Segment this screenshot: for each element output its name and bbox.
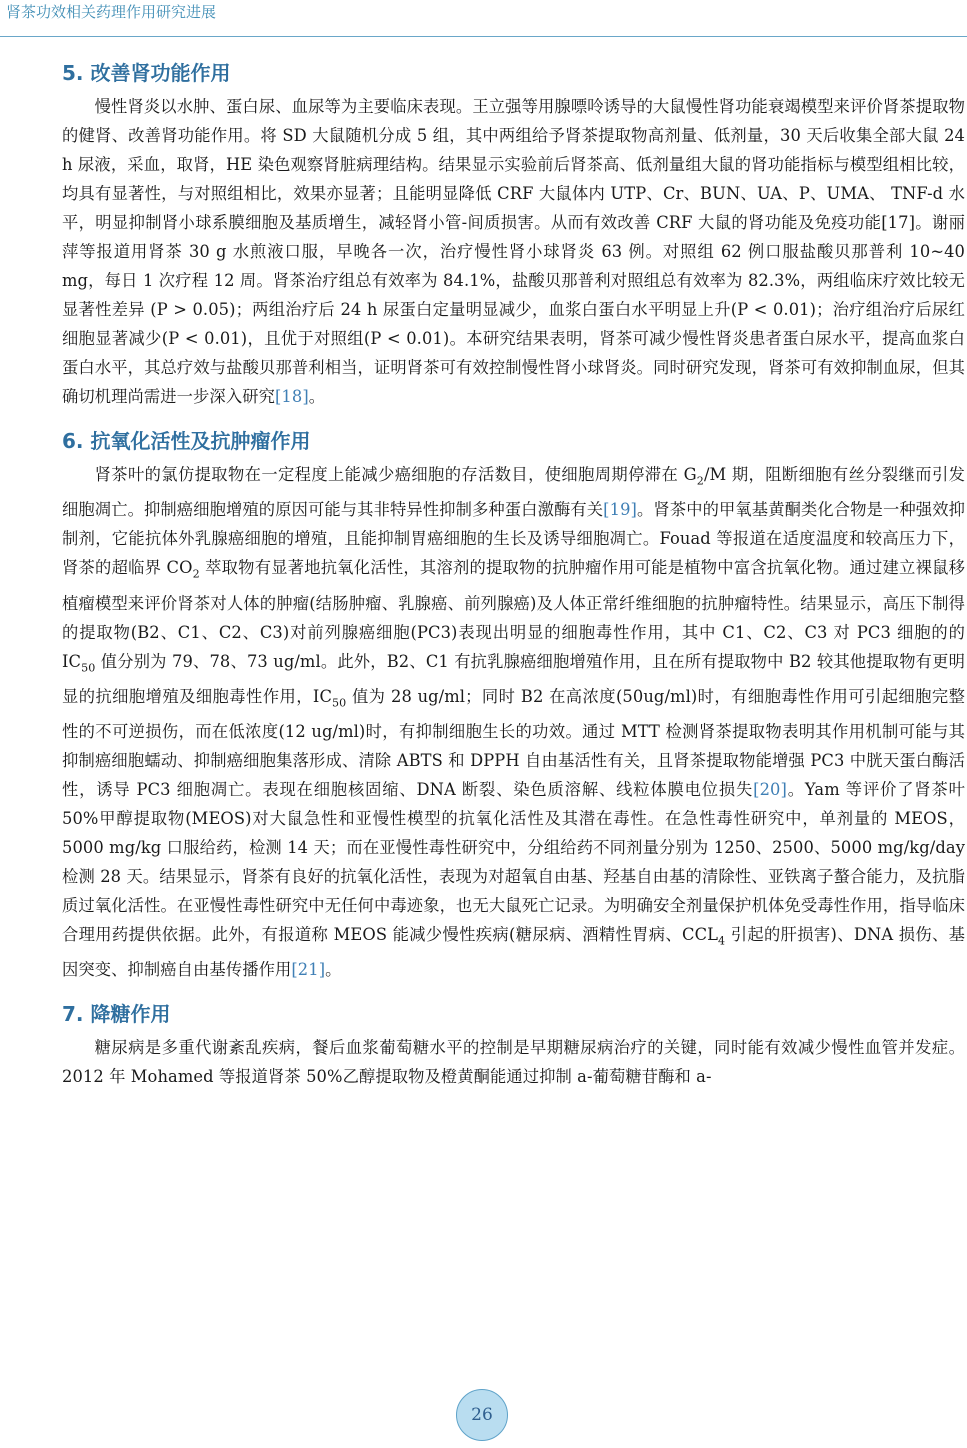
subscript: 4 xyxy=(718,934,726,948)
paragraph-text: 值为 28 ug/ml；同时 B2 在高浓度(50ug/ml)时，有细胞毒性作用可引起细胞完整性的不可逆损伤，而在低浓度(12 ug/ml)时，有抑制细胞生长的功效。通过 MTT 检测肾茶提取物表明其作用机制可能与其抑制癌细胞蠕动、抑制癌细胞集落形成、清除 ABTS 和 DPPH 自由基活性有关，且肾茶提取物能增强 PC3 中胱天蛋白酶活性，诱导 PC3 细胞凋亡。表现在细胞核固缩、DNA 断裂、染色质溶解、线粒体膜电位损失 xyxy=(62,686,965,799)
citation-link[interactable]: [20] xyxy=(753,780,787,799)
paragraph-text: 值分别为 79、78、73 ug/ml。此外，B2、C1 有抗乳腺癌细胞增殖作用，且在所有提取物中 B2 较其他提取物有更明显的抗细胞增殖及细胞毒性作用，IC xyxy=(62,651,965,706)
page-number-badge xyxy=(456,1389,508,1441)
paragraph-text: 糖尿病是多重代谢紊乱疾病，餐后血浆葡萄糖水平的控制是早期糖尿病治疗的关键，同时能有效减少慢性血管并发症。2012 年 Mohamed 等报道肾茶 50%乙醇提取物及橙黄酮能通过抑制 a-葡萄糖苷酶和 a- xyxy=(62,1038,965,1087)
subscript: 50 xyxy=(81,660,96,674)
subscript: 2 xyxy=(696,474,704,488)
section-heading: 5. 改善肾功能作用 xyxy=(62,61,231,85)
paragraph-text: 引起的肝损害)、DNA 损伤、基因突变、抑制癌自由基传播作用 xyxy=(62,925,965,980)
body-paragraph xyxy=(62,92,965,411)
body-paragraph xyxy=(62,460,965,984)
paragraph-text: 慢性肾炎以水肿、蛋白尿、血尿等为主要临床表现。王立强等用腺嘌呤诱导的大鼠慢性肾功能衰竭模型来评价肾茶提取物的健肾、改善肾功能作用。将 SD 大鼠随机分成 5 组，其中两组给予肾茶提取物高剂量、低剂量，30 天后收集全部大鼠 24 h 尿液，采血，取肾，HE 染色观察肾脏病理结构。结果显示实验前后肾茶高、低剂量组大鼠的肾功能指标与模型组相比较，均具有显著性，与对照组相比，效果亦显著；且能明显降低 CRF 大鼠体内 UTP、Cr、BUN、UA、P、UMA、 TNF-d 水平，明显抑制肾小球系膜细胞及基质增生，减轻肾小管-间质损害。从而有效改善 CRF 大鼠的肾功能及免疫功能[17]。谢丽萍等报道用肾茶 30 g 水煎液口服，早晚各一次，治疗慢性肾小球肾炎 63 例。对照组 62 例口服盐酸贝那普利 10~40 mg，每日 1 次疗程 12 周。肾茶治疗组总有效率为 84.1%，盐酸贝那普利对照组总有效率为 82.3%，两组临床疗效比较无显著性差异 (P > 0.05)；两组治疗后 24 h 尿蛋白定量明显减少，血浆白蛋白水平明显上升(P < 0.01)；治疗组治疗后尿红细胞显著减少(P < 0.01)，且优于对照组(P < 0.01)。本研究结果表明，肾茶可减少慢性肾炎患者蛋白尿水平，提高血浆白蛋白水平，其总疗效与盐酸贝那普利相当，证明肾茶可有效控制慢性肾小球肾炎。同时研究发现，肾茶可有效抑制血尿，但其确切机理尚需进一步深入研究 xyxy=(62,97,965,406)
paragraph-text: 。肾茶中的甲氧基黄酮类化合物是一种强效抑制剂，它能抗体外乳腺癌细胞的增殖，且能抑制胃癌细胞的生长及诱导细胞凋亡。Fouad 等报道在适度温度和较高压力下，肾茶的超临界 CO xyxy=(62,500,965,578)
article-body xyxy=(62,54,965,1102)
section-heading: 6. 抗氧化活性及抗肿瘤作用 xyxy=(62,429,311,453)
citation-link[interactable]: [18] xyxy=(274,387,309,406)
running-title: 肾茶功效相关药理作用研究进展 xyxy=(6,3,217,21)
paragraph-text: 萃取物有显著地抗氧化活性，其溶剂的提取物的抗肿瘤作用可能是植物中富含抗氧化物。通过建立裸鼠移植瘤模型来评价肾茶对人体的肿瘤(结肠肿瘤、乳腺癌、前列腺癌)及人体正常纤维细胞的抗肿瘤特性。结果显示，高压下制得的提取物(B2、C1、C2、C3)对前列腺癌细胞(PC3)表现出明显的细胞毒性作用，其中 C1、C2、C3 对 PC3 细胞的的 IC xyxy=(62,558,965,671)
body-paragraph xyxy=(62,1033,965,1091)
paragraph-text: 。Yam 等评价了肾茶叶 50%甲醇提取物(MEOS)对大鼠急性和亚慢性模型的抗氧化活性及其潜在毒性。在急性毒性研究中，单剂量的 MEOS，5000 mg/kg 口服给药，检测 14 天；而在亚慢性毒性研究中，分组给药不同剂量分别为 1250、2500、5000 mg/kg/day 检测 28 天。结果显示，肾茶有良好的抗氧化活性，表现为对超氧自由基、羟基自由基的清除性、亚铁离子螯合能力，及抗脂质过氧化活性。在亚慢性毒性研究中无任何中毒迹象，也无大鼠死亡记录。为明确安全剂量保护机体免受毒性作用，指导临床合理用药提供依据。此外，有报道称 MEOS 能减少慢性疾病(糖尿病、酒精性胃病、CCL xyxy=(62,780,965,944)
paragraph-text: 。 xyxy=(325,960,342,980)
running-header xyxy=(0,0,967,37)
paragraph-text: /M 期，阻断细胞有丝分裂继而引发细胞凋亡。抑制癌细胞增殖的原因可能与其非特异性抑制多种蛋白激酶有关 xyxy=(62,465,965,520)
section-heading: 7. 降糖作用 xyxy=(62,1002,171,1027)
subscript: 2 xyxy=(192,567,200,581)
citation-link[interactable]: [21] xyxy=(291,960,326,980)
page-number: 26 xyxy=(471,1405,493,1425)
paragraph-text: 肾茶叶的氯仿提取物在一定程度上能减少癌细胞的存活数目，使细胞周期停滞在 G xyxy=(94,465,697,484)
paragraph-text: 。 xyxy=(308,387,326,406)
subscript: 50 xyxy=(332,696,347,709)
citation-link[interactable]: [19] xyxy=(603,500,637,520)
